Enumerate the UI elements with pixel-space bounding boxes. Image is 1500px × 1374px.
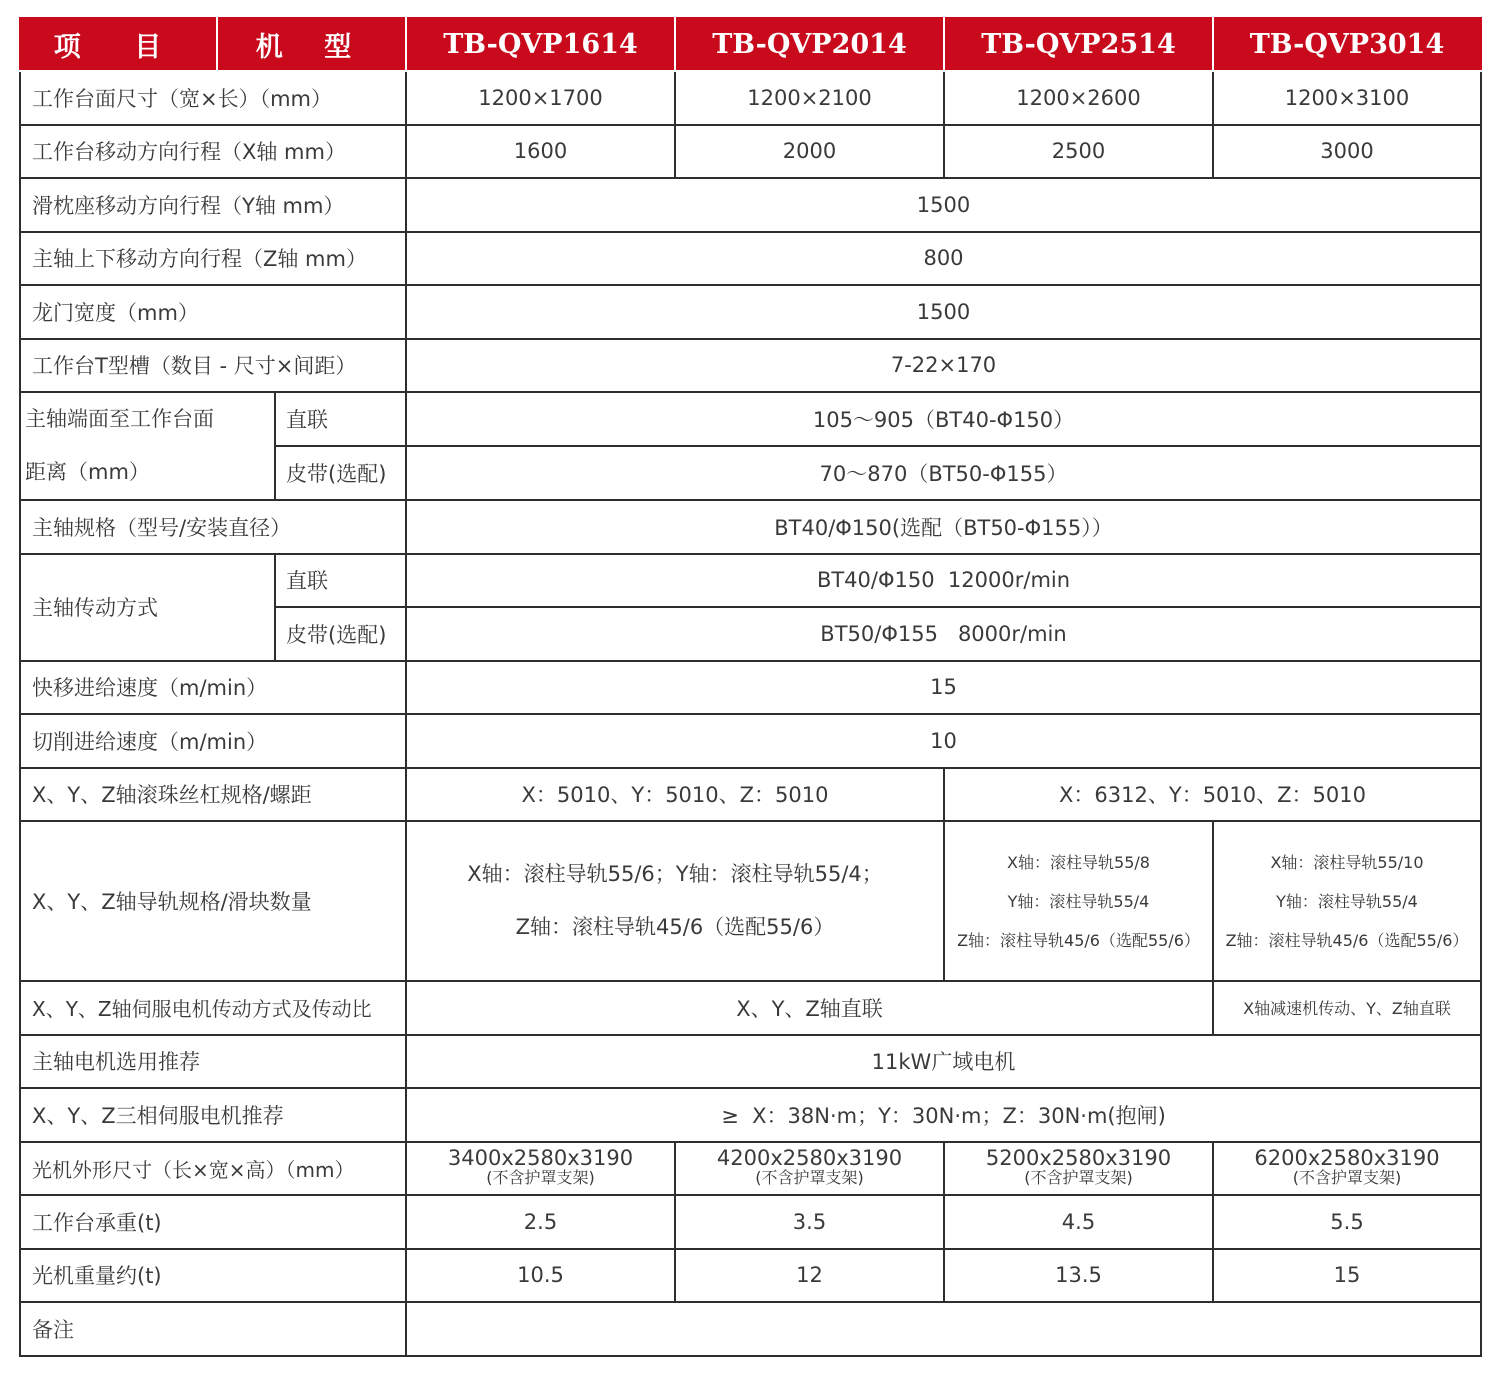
cell-value: 2500 xyxy=(944,125,1213,179)
cell-value: 3000 xyxy=(1213,125,1481,179)
remarks-value xyxy=(406,1302,1481,1356)
label-line-1: 主轴端面至工作台面 xyxy=(25,407,214,431)
row-spindle-motor xyxy=(20,1035,1481,1089)
header-row xyxy=(20,18,1481,71)
cell-value: 3.5 xyxy=(675,1195,944,1249)
row-label: 光机外形尺寸（长×宽×高）（mm） xyxy=(20,1142,406,1196)
row-label: 龙门宽度（mm） xyxy=(20,285,406,339)
cell-value: 1600 xyxy=(406,125,675,179)
overall-size-cell xyxy=(675,1142,944,1196)
guide-rail-group-a xyxy=(406,821,944,981)
cell-value: 1500 xyxy=(406,178,1481,232)
overall-size-cell xyxy=(1213,1142,1481,1196)
row-table-load xyxy=(20,1195,1481,1249)
row-t-slot xyxy=(20,339,1481,393)
cell-value: 1500 xyxy=(406,285,1481,339)
cell-value: 1200×2100 xyxy=(675,71,944,125)
cell-value: X：5010、Y：5010、Z：5010 xyxy=(406,768,944,822)
header-item-label: 项 目 xyxy=(20,18,217,71)
cell-value: BT50/Φ155 8000r/min xyxy=(406,607,1481,661)
cell-value: 15 xyxy=(1213,1249,1481,1303)
cell-value: BT40/Φ150 12000r/min xyxy=(406,554,1481,608)
header-model-1614: TB-QVP1614 xyxy=(406,18,675,71)
sub-label-belt: 皮带(选配) xyxy=(275,446,406,500)
sub-label-direct: 直联 xyxy=(275,554,406,608)
cell-value: 6200x2580x3190 xyxy=(1254,1146,1440,1171)
row-label: 光机重量约(t) xyxy=(20,1249,406,1303)
cell-value: 800 xyxy=(406,232,1481,286)
guide-rail-group-b xyxy=(944,821,1213,981)
label-line-2: 距离（mm） xyxy=(25,460,150,484)
cell-value: 5.5 xyxy=(1213,1195,1481,1249)
row-rapid-feed xyxy=(20,661,1481,715)
row-label: X、Y、Z轴滚珠丝杠规格/螺距 xyxy=(20,768,406,822)
guide-rail-group-c xyxy=(1213,821,1481,981)
row-z-travel xyxy=(20,232,1481,286)
guide-line: Y轴：滚柱导轨55/4 xyxy=(1276,891,1418,911)
cell-value: 10.5 xyxy=(406,1249,675,1303)
guide-line: Z轴：滚柱导轨45/6（选配55/6） xyxy=(957,930,1200,950)
cell-note: (不含护罩支架) xyxy=(1292,1168,1402,1188)
cell-note: (不含护罩支架) xyxy=(1024,1168,1133,1188)
cell-value: 70～870（BT50-Φ155） xyxy=(406,446,1481,500)
header-model-2014: TB-QVP2014 xyxy=(675,18,944,71)
guide-line: X轴：滚柱导轨55/8 xyxy=(1007,852,1150,872)
row-label: 主轴传动方式 xyxy=(20,554,275,661)
row-label: 工作台承重(t) xyxy=(20,1195,406,1249)
cell-value: 4.5 xyxy=(944,1195,1213,1249)
row-label: 主轴上下移动方向行程（Z轴 mm） xyxy=(20,232,406,286)
row-label: 工作台T型槽（数目 - 尺寸×间距） xyxy=(20,339,406,393)
spindle-distance-label xyxy=(20,392,275,500)
sub-label-belt: 皮带(选配) xyxy=(275,607,406,661)
row-label: 工作台面尺寸（宽×长）（mm） xyxy=(20,71,406,125)
header-model-label: 机 型 xyxy=(217,18,406,71)
row-label: X、Y、Z轴导轨规格/滑块数量 xyxy=(20,821,406,981)
row-remarks xyxy=(20,1302,1481,1356)
row-spindle-spec xyxy=(20,500,1481,554)
cell-value: 13.5 xyxy=(944,1249,1213,1303)
guide-line: X轴：滚柱导轨55/10 xyxy=(1270,852,1424,872)
row-label: X、Y、Z三相伺服电机推荐 xyxy=(20,1088,406,1142)
row-spindle-distance-direct xyxy=(20,392,1481,446)
cell-value: 15 xyxy=(406,661,1481,715)
cell-value: X轴减速机传动、Y、Z轴直联 xyxy=(1213,981,1481,1035)
cell-value: X、Y、Z轴直联 xyxy=(406,981,1213,1035)
row-label: 主轴电机选用推荐 xyxy=(20,1035,406,1089)
overall-size-cell xyxy=(944,1142,1213,1196)
cell-value: 1200×1700 xyxy=(406,71,675,125)
cell-value: 1200×2600 xyxy=(944,71,1213,125)
cell-value: 3400x2580x3190 xyxy=(447,1146,634,1171)
cell-value: 2.5 xyxy=(406,1195,675,1249)
cell-value: 11kW广域电机 xyxy=(406,1035,1481,1089)
row-label: 快移进给速度（m/min） xyxy=(20,661,406,715)
row-label: 切削进给速度（m/min） xyxy=(20,714,406,768)
guide-line: Y轴：滚柱导轨55/4 xyxy=(1007,891,1150,911)
cell-value: 12 xyxy=(675,1249,944,1303)
cell-value: 2000 xyxy=(675,125,944,179)
cell-value: 10 xyxy=(406,714,1481,768)
cell-value: BT40/Φ150(选配（BT50-Φ155）） xyxy=(406,500,1481,554)
row-servo-motor xyxy=(20,1088,1481,1142)
row-label: 工作台移动方向行程（X轴 mm） xyxy=(20,125,406,179)
cell-value: X：6312、Y：5010、Z：5010 xyxy=(944,768,1481,822)
header-model-3014: TB-QVP3014 xyxy=(1213,18,1481,71)
cell-value: 7-22×170 xyxy=(406,339,1481,393)
cell-value: 1200×3100 xyxy=(1213,71,1481,125)
row-y-travel xyxy=(20,178,1481,232)
row-label: 主轴规格（型号/安装直径） xyxy=(20,500,406,554)
cell-value: 5200x2580x3190 xyxy=(985,1146,1172,1171)
row-cutting-feed xyxy=(20,714,1481,768)
cell-value: 4200x2580x3190 xyxy=(716,1146,903,1171)
row-machine-weight xyxy=(20,1249,1481,1303)
row-guide-rail xyxy=(20,821,1481,981)
row-spindle-drive-direct xyxy=(20,554,1481,608)
row-label: X、Y、Z轴伺服电机传动方式及传动比 xyxy=(20,981,406,1035)
overall-size-cell xyxy=(406,1142,675,1196)
row-gantry-width xyxy=(20,285,1481,339)
cell-value: ≥ X：38N·m；Y：30N·m；Z：30N·m(抱闸) xyxy=(406,1088,1481,1142)
guide-line: Z轴：滚柱导轨45/6（选配55/6） xyxy=(1225,930,1469,950)
row-overall-size xyxy=(20,1142,1481,1196)
cell-value: 105～905（BT40-Φ150） xyxy=(406,392,1481,446)
row-servo-drive xyxy=(20,981,1481,1035)
row-label: 备注 xyxy=(20,1302,406,1356)
row-ball-screw xyxy=(20,768,1481,822)
row-x-travel xyxy=(20,125,1481,179)
row-label: 滑枕座移动方向行程（Y轴 mm） xyxy=(20,178,406,232)
row-table-size xyxy=(20,71,1481,125)
spec-table xyxy=(19,17,1482,1357)
guide-line: Z轴：滚柱导轨45/6（选配55/6） xyxy=(515,915,835,939)
header-model-2514: TB-QVP2514 xyxy=(944,18,1213,71)
cell-note: (不含护罩支架) xyxy=(755,1168,864,1188)
cell-note: (不含护罩支架) xyxy=(486,1168,595,1188)
sub-label-direct: 直联 xyxy=(275,392,406,446)
guide-line: X轴：滚柱导轨55/6；Y轴：滚柱导轨55/4； xyxy=(467,862,883,886)
